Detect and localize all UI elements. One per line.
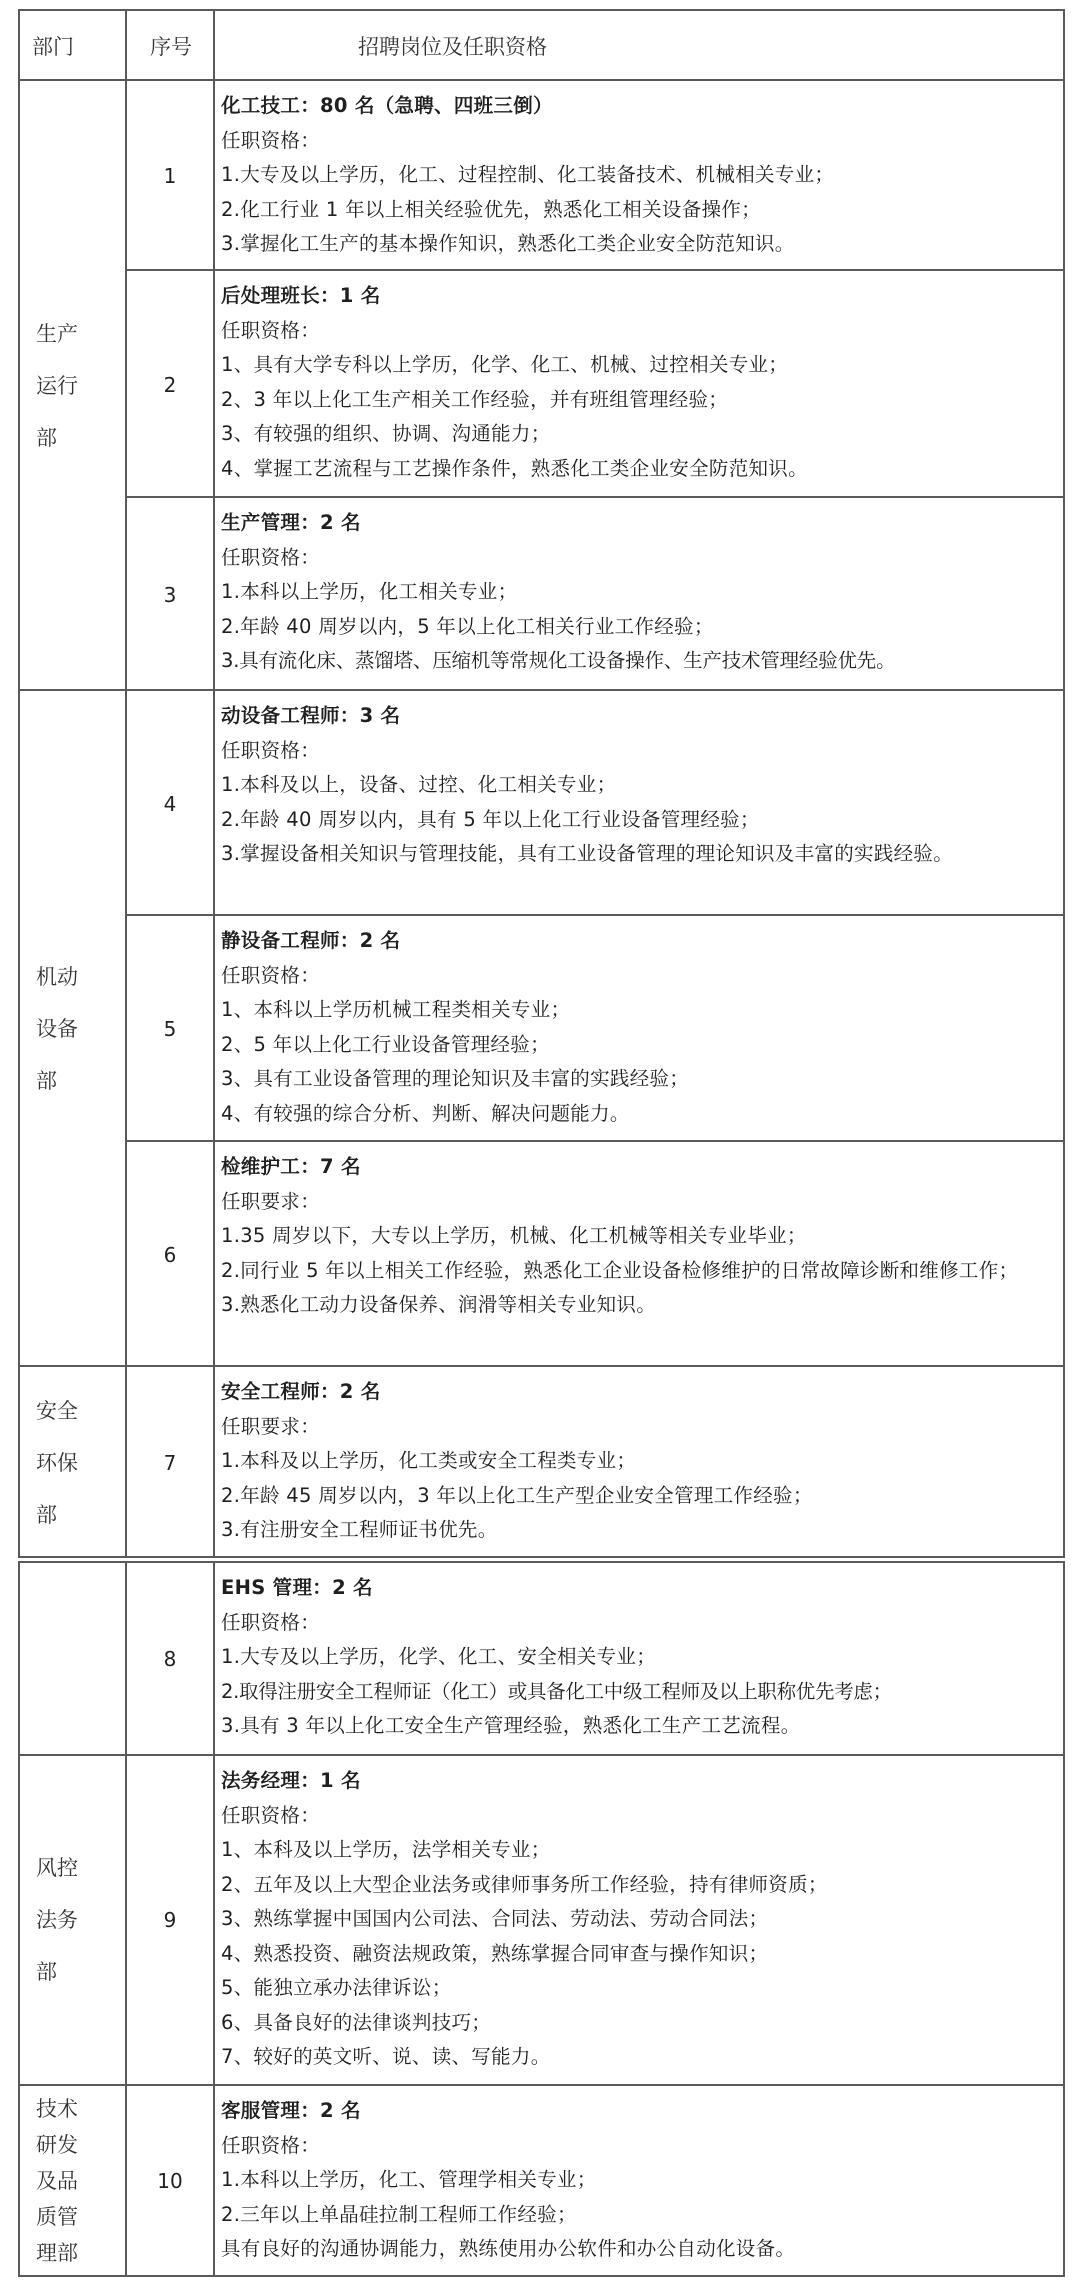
requirement-line: 2.年龄 40 周岁以内，具有 5 年以上化工行业设备管理经验； [221,807,760,831]
requirement-line: 1.本科以上学历，化工、管理学相关专业； [221,2168,597,2191]
qualification-heading: 任职要求： [221,1414,321,1438]
dept-mechanical-equipment: 机动 设备 部 [36,965,78,1093]
requirement-line: 具有良好的沟通协调能力，熟练使用办公软件和办公自动化设备。 [221,2237,796,2260]
requirement-line: 4、有较强的综合分析、判断、解决问题能力。 [221,1101,630,1125]
header-dept-label: 部门 [32,35,74,59]
requirement-line: 1、具有大学专科以上学历，化学、化工、机械、过控相关专业； [221,353,789,376]
requirement-line: 2、5 年以上化工行业设备管理经验； [221,1032,550,1056]
position-entry [215,2086,1065,2275]
qualification-heading: 任职资格： [221,2133,321,2157]
dept-tech-rd-quality: 技术 研发 及品 质管 理部 [36,2096,78,2265]
header-dept [20,11,127,81]
requirement-line: 3.掌握设备相关知识与管理技能，具有工业设备管理的理论知识及丰富的实践经验。 [221,842,954,865]
requirement-line: 1.本科及以上，设备、过控、化工相关专业； [221,773,617,796]
position-title: 安全工程师：2 名 [221,1380,381,1403]
requirement-line: 2、五年及以上大型企业法务或律师事务所工作经验，持有律师资质； [221,1872,828,1896]
qualification-heading: 任职资格： [221,128,321,152]
position-title: 客服管理：2 名 [221,2099,361,2122]
requirement-line: 1.35 周岁以下，大专以上学历，机械、化工机械等相关专业毕业； [221,1224,807,1247]
requirement-line: 3.具有 3 年以上化工安全生产管理经验，熟悉化工生产工艺流程。 [221,1714,801,1737]
qualification-heading: 任职资格： [221,318,321,342]
qualification-heading: 任职资格： [221,1610,321,1634]
position-title: 化工技工：80 名（急聘、四班三倒） [221,94,553,117]
qualification-heading: 任职资格： [221,963,321,987]
requirement-line: 3、具有工业设备管理的理论知识及丰富的实践经验； [221,1067,690,1090]
position-entry [215,1756,1065,2084]
position-title: 动设备工程师：3 名 [221,704,401,727]
row-seq: 10 [157,2168,183,2193]
dept-risk-legal: 风控 法务 部 [36,1856,78,1984]
header-positions-label: 招聘岗位及任职资格 [358,35,547,59]
recruitment-table-part-1 [18,9,1065,1558]
position-title: EHS 管理：2 名 [221,1576,373,1599]
dept-empty [20,1563,125,1754]
row-seq: 2 [163,372,177,397]
row-seq: 3 [163,582,177,607]
requirement-line: 2.年龄 40 周岁以内，5 年以上化工相关行业工作经验； [221,614,714,638]
row-seq: 4 [163,791,177,816]
header-positions [215,11,1065,81]
requirement-line: 1.大专及以上学历，化工、过程控制、化工装备技术、机械相关专业； [221,163,835,186]
requirement-line: 2.年龄 45 周岁以内，3 年以上化工生产型企业安全管理工作经验； [221,1483,813,1507]
position-entry [215,1563,1065,1754]
requirement-line: 3.熟悉化工动力设备保养、润滑等相关专业知识。 [221,1293,657,1316]
requirement-line: 3、熟练掌握中国国内公司法、合同法、劳动法、劳动合同法； [221,1907,769,1930]
position-entry [215,1367,1065,1558]
requirement-line: 2.化工行业 1 年以上相关经验优先，熟悉化工相关设备操作； [221,197,761,221]
row-seq: 6 [163,1242,177,1267]
header-seq [127,11,215,81]
row-seq: 9 [163,1908,177,1932]
position-title: 静设备工程师：2 名 [221,929,401,952]
requirement-line: 1、本科及以上学历，法学相关专业； [221,1838,551,1861]
header-seq-label: 序号 [150,35,192,59]
position-title: 法务经理：1 名 [221,1769,361,1792]
requirement-line: 4、熟悉投资、融资法规政策，熟练掌握合同审查与操作知识； [221,1941,769,1965]
position-entry [215,916,1065,1142]
dept-production-operations: 生产 运行 部 [36,322,78,450]
row-seq: 1 [163,164,177,188]
dept-safety-environment: 安全 环保 部 [36,1398,78,1527]
requirement-line: 3.掌握化工生产的基本操作知识，熟悉化工类企业安全防范知识。 [221,232,795,255]
requirement-line: 2.三年以上单晶硅拉制工程师工作经验； [221,2202,577,2226]
requirement-line: 2.取得注册安全工程师证（化工）或具备化工中级工程师及以上职称优先考虑； [221,1679,892,1703]
requirement-line: 3.有注册安全工程师证书优先。 [221,1518,498,1541]
row-seq: 7 [163,1450,177,1475]
requirement-line: 3、有较强的组织、协调、沟通能力； [221,422,551,445]
position-entry [215,498,1065,691]
qualification-heading: 任职资格： [221,545,321,569]
requirement-line: 6、具备良好的法律谈判技巧； [221,2010,492,2034]
qualification-heading: 任职要求： [221,1189,321,1213]
requirement-line: 5、能独立承办法律诉讼； [221,1976,452,1999]
position-entry [215,1142,1065,1367]
requirement-line: 4、掌握工艺流程与工艺操作条件，熟悉化工类企业安全防范知识。 [221,456,808,480]
position-title: 生产管理：2 名 [221,511,361,534]
requirement-line: 1.本科及以上学历，化工类或安全工程类专业； [221,1449,637,1472]
requirement-line: 3.具有流化床、蒸馏塔、压缩机等常规化工设备操作、生产技术管理经验优先。 [221,649,896,672]
position-entry [215,691,1065,916]
row-seq: 8 [163,1646,177,1671]
row-seq: 5 [163,1017,177,1041]
requirement-line: 1.大专及以上学历，化学、化工、安全相关专业； [221,1645,657,1668]
requirement-line: 2.同行业 5 年以上相关工作经验，熟悉化工企业设备检修维护的日常故障诊断和维修工作； [221,1258,1019,1282]
position-entry [215,271,1065,498]
qualification-heading: 任职资格： [221,738,321,762]
position-entry [215,81,1065,271]
requirement-line: 7、较好的英文听、说、读、写能力。 [221,2045,551,2068]
position-title: 检维护工：7 名 [221,1155,361,1178]
requirement-line: 1.本科以上学历，化工相关专业； [221,580,518,603]
position-title: 后处理班长：1 名 [221,284,381,307]
qualification-heading: 任职资格： [221,1803,321,1827]
requirement-line: 2、3 年以上化工生产相关工作经验，并有班组管理经验； [221,387,729,411]
recruitment-table-part-2 [18,1561,1065,2277]
requirement-line: 1、本科以上学历机械工程类相关专业； [221,998,571,1021]
